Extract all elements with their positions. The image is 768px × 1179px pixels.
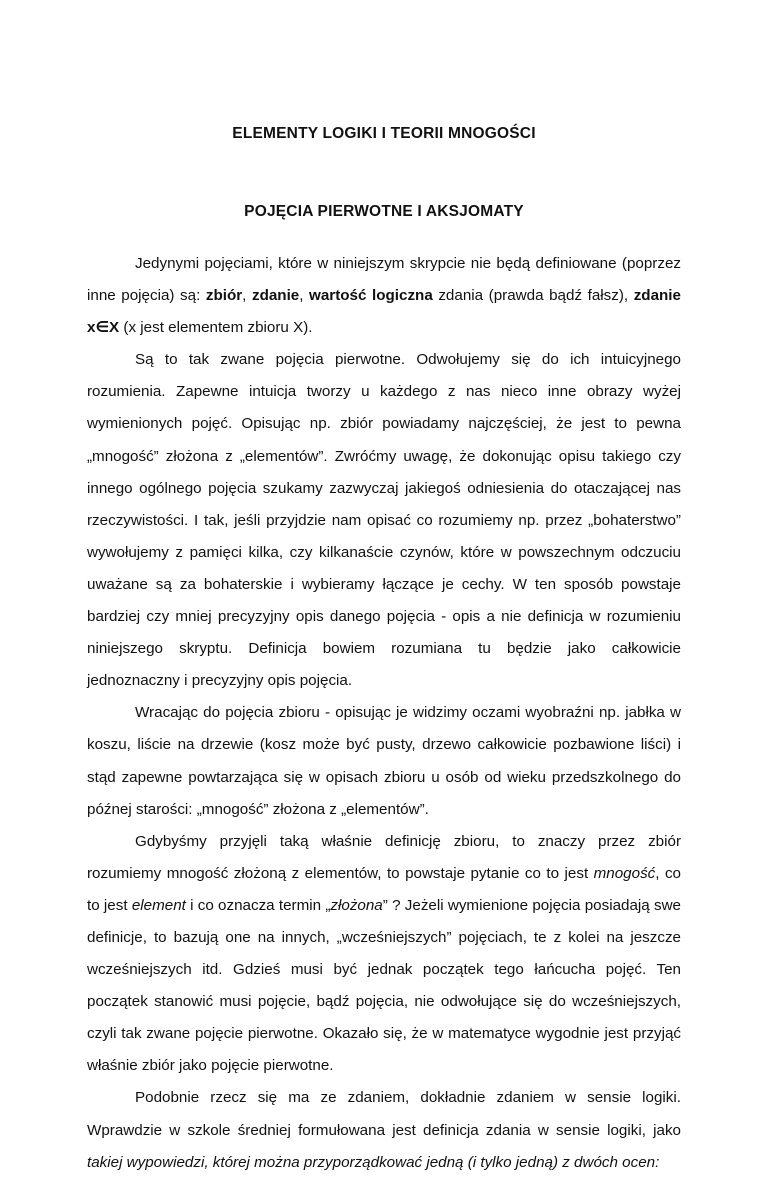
term-zdanie-x-in-x: zdanie x∈X	[87, 287, 681, 337]
p4-text-d: ” ? Jeżeli wymienione pojęcia posiadają swe definicje, to bazują one na innych, „wcześniejszych” pojęciach, te z kolei na jeszcze wcześniejszych itd. Gdzieś musi być jednak początek tego łańcucha pojęć. Ten początek stanowić musi pojęcie, bądź pojęcia, nie odwołujące się do wcześniejszych, czyli tak zwane pojęcie pierwotne. Okazało się, że w matematyce wygodnie jest przyjąć właśnie zbiór jako pojęcie pierwotne.	[87, 896, 681, 1075]
term-wartosc-logiczna: wartość logiczna	[309, 287, 433, 305]
paragraph-3: Wracając do pojęcia zbioru - opisując je widzimy oczami wyobraźni np. jabłka w koszu, liście na drzewie (kosz może być pusty, drzewo całkowicie pozbawione liści) i stąd zapewne powtarzająca się w opisach zbioru u osób od wieku przedszkolnego do późnej starości: „mnogość” złożona z „elementów”.	[87, 704, 681, 818]
p1-text-e: zdania (prawda bądź fałsz),	[432, 287, 634, 305]
term-mnogosc: mnogość	[593, 864, 656, 882]
term-zdanie: zdanie	[251, 287, 300, 305]
p5-text-a: Podobnie rzecz się ma ze zdaniem, dokładnie zdaniem w sensie logiki. Wprawdzie w szkole średniej formułowana jest definicja zdania w sensie logiki, jako	[87, 1089, 681, 1139]
page-title: ELEMENTY LOGIKI I TEORII MNOGOŚCI	[232, 125, 536, 142]
term-zlozona: złożona	[330, 896, 383, 914]
document-body	[87, 248, 681, 1179]
term-element: element	[131, 896, 186, 914]
paragraph-2: Są to tak zwane pojęcia pierwotne. Odwołujemy się do ich intuicyjnego rozumienia. Zapewne intuicja tworzy u każdego z nas nieco inne obrazy wyżej wymienionych pojęć. Opisując np. zbiór powiadamy najczęściej, że jest to pewna „mnogość” złożona z „elementów”. Zwróćmy uwagę, że dokonując opisu takiego czy innego ogólnego pojęcia szukamy zazwyczaj jakiegoś odniesienia do otaczającej nas rzeczywistości. I tak, jeśli przyjdzie nam opisać co rozumiemy np. przez „bohaterstwo” wywołujemy z pamięci kilka, czy kilkanaście czynów, które w powszechnym odczuciu uważane są za bohaterskie i wybieramy łączące je cechy. W ten sposób powstaje bardziej czy mniej precyzyjny opis danego pojęcia - opis a nie definicja w rozumieniu niniejszego skryptu. Definicja bowiem rozumiana tu będzie jako całkowicie jednoznaczny i precyzyjny opis pojęcia.	[87, 351, 681, 690]
p1-text-c: ,	[242, 287, 252, 305]
p4-text-c: i co oznacza termin „	[185, 896, 331, 914]
p1-text-a: Jedynymi pojęciami, które w niniejszym skrypcie nie będą definiowane (poprzez inne pojęcia) są:	[87, 255, 681, 305]
paragraph-4	[87, 826, 681, 1083]
p4-text-b: , co to jest	[87, 864, 682, 914]
p1-text-d: ,	[299, 287, 310, 305]
paragraph-5	[87, 1082, 681, 1178]
p4-text-a: Gdybyśmy przyjęli taką właśnie definicję zbioru, to znaczy przez zbiór rozumiemy mnogość złożoną z elementów, to powstaje pytanie co to jest	[87, 832, 681, 882]
section-title: POJĘCIA PIERWOTNE I AKSJOMATY	[244, 203, 524, 220]
p5-definition-italic: takiej wypowiedzi, której można przyporządkować jedną (i tylko jedną) z dwóch ocen:	[87, 1153, 660, 1171]
p1-text-f: (x jest elementem zbioru X).	[119, 319, 313, 337]
term-zbior: zbiór	[205, 287, 243, 305]
paragraph-1	[87, 248, 681, 344]
